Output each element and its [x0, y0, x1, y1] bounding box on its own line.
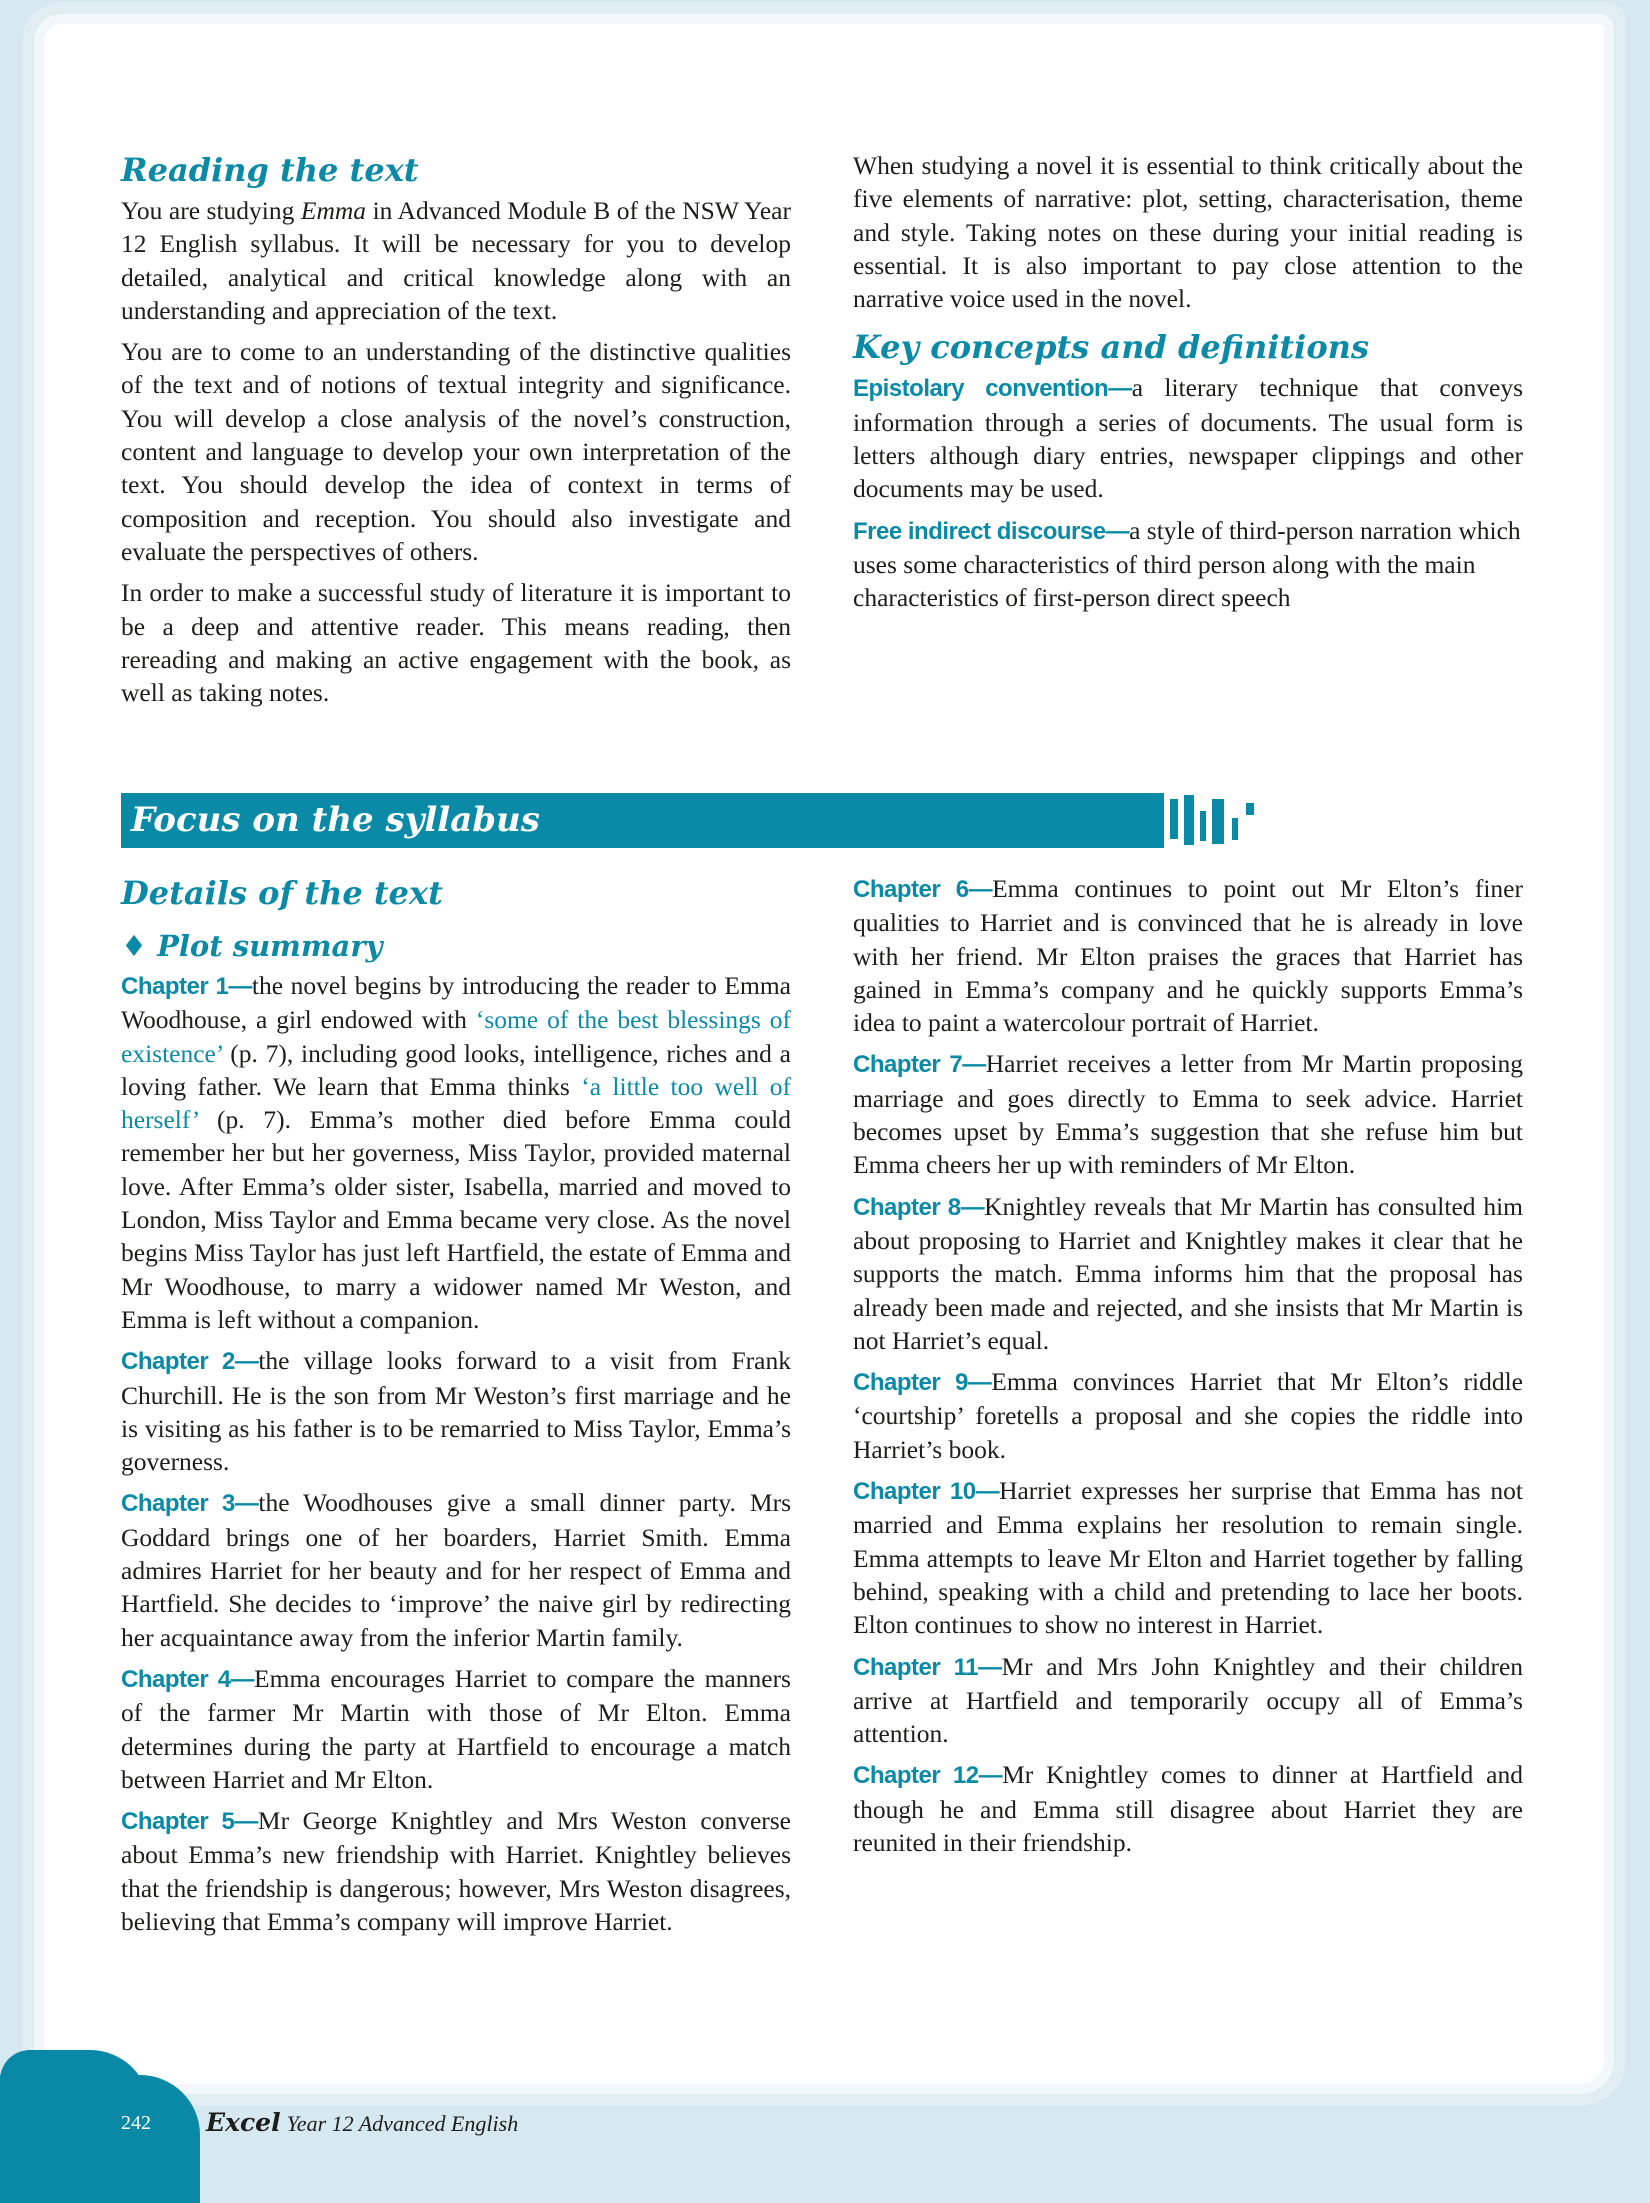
chapter-label: Chapter 1: [121, 973, 229, 1000]
reading-paragraph-3: In order to make a successful study of literature it is important to be a deep and attentive reader. This means reading, then rereading and making an active engagement with the book, as well as taking notes.: [121, 578, 791, 708]
concept-item: Epistolary convention—a literary technique that conveys information through a series of documents. The usual form is letters although diary entries, newspaper clippings and other documents may be used.: [853, 373, 1523, 504]
details-heading: Details of the text: [121, 874, 443, 912]
details-section: [121, 873, 791, 1946]
chapter-label: Chapter 5: [121, 1808, 235, 1836]
chapter-label: Chapter 7: [853, 1051, 963, 1079]
chapter-summary: Chapter 2—the village looks forward to a visit from Frank Churchill. He is the son from Mr Weston’s first marriage and he is visiting as his father is to be remarried to Miss Taylor, Emma’s governess.: [121, 1346, 791, 1477]
chapter-label: Chapter 2: [121, 1348, 235, 1376]
diamond-bullet-icon: ♦: [121, 929, 147, 963]
chapter-summary: Chapter 12—Mr Knightley comes to dinner at Hartfield and though he and Emma still disagree about Harriet they are reunited in their friendship.: [853, 1760, 1523, 1858]
chapter-summary: Chapter 10—Harriet expresses her surprise that Emma has not married and Emma explains her resolution to remain single. Emma attempts to leave Mr Elton and Harriet together by falling behind, speaking with a child and pretending to lace her boots. Elton continues to show no interest in Harriet.: [853, 1476, 1524, 1640]
chapter-summary: Chapter 6—Emma continues to point out Mr Elton’s finer qualities to Harriet and is convinced that he is already in love with her friend. Mr Elton praises the graces that Harriet has gained in Emma’s company and he quickly supports Emma’s idea to paint a watercolour portrait of Harriet.: [853, 874, 1523, 1038]
chapter-summary: Chapter 9—Emma convinces Harriet that Mr Elton’s riddle ‘courtship’ foretells a proposal and she copies the riddle into Harriet’s book.: [853, 1367, 1523, 1464]
reading-paragraph-2: You are to come to an understanding of the distinctive qualities of the text and of notions of textual integrity and significance. You will develop a close analysis of the novel’s construction, content and language to develop your own interpretation of the text. You should develop the idea of context in terms of composition and reception. You should also investigate and evaluate the perspectives of others.: [121, 337, 791, 566]
chapter-label: Chapter 4: [121, 1665, 231, 1693]
decorative-corner-block: [0, 2075, 200, 2203]
chapter-label: Chapter 11: [853, 1653, 978, 1681]
chapter-summary: Chapter 11—Mr and Mrs John Knightley and their children arrive at Hartfield and temporarily occupy all of Emma’s attention.: [853, 1651, 1524, 1749]
chapter-summary: Chapter 3—the Woodhouses give a small dinner party. Mrs Goddard brings one of her boarders, Harriet Smith. Emma admires Harriet for her beauty and for her respect of Emma and Hartfield. She decides to ‘improve’ the naive girl by redirecting her acquaintance away from the inferior Martin family.: [121, 1488, 791, 1652]
chapter-summary: Chapter 4—Emma encourages Harriet to compare the manners of the farmer Mr Martin with those of Mr Elton. Emma determines during the party at Hartfield to encourage a match between Harriet and Mr Elton.: [121, 1663, 791, 1794]
key-concepts-heading: Key concepts and definitions: [853, 328, 1369, 367]
chapter-label: Chapter 12: [853, 1762, 979, 1790]
footer-running-title: [206, 2108, 518, 2138]
reading-section: [121, 150, 791, 717]
book-title: Emma: [300, 196, 367, 225]
chapter-label: Chapter 9: [853, 1369, 968, 1397]
chapter-summary: Chapter 8—Knightley reveals that Mr Martin has consulted him about proposing to Harriet and Knightley makes it clear that he supports the match. Emma informs him that the proposal has already been made and rejected, and she insists that Mr Martin is not Harriet’s equal.: [853, 1191, 1523, 1355]
chapter-summary: Chapter 1—the novel begins by introducing the reader to Emma Woodhouse, a girl endowed with ‘some of the best blessings of existence’ (p. 7), including good looks, intelligence, riches and a loving father. We learn that Emma thinks ‘a little too well of herself’ (p. 7). Emma’s mother died before Emma could remember her but her governess, Miss Taylor, provided maternal love. After Emma’s older sister, Isabella, married and moved to London, Miss Taylor and Emma became very close. As the novel begins Miss Taylor has just left Hartfield, the estate of Emma and Mr Woodhouse, to marry a widower named Mr Weston, and Emma is left without a companion.: [121, 971, 791, 1334]
banner-title: Focus on the syllabus: [131, 800, 540, 840]
chapter-summary: Chapter 5—Mr George Knightley and Mrs Weston converse about Emma’s new friendship with Harriet. Knightley believes that the friendship is dangerous; however, Mrs Weston disagrees, believing that Emma’s company will improve Harriet.: [121, 1806, 792, 1937]
page-number: 242: [121, 2112, 151, 2134]
quotation: ‘some of the best blessings of existence’: [121, 1005, 791, 1068]
concept-term: Free indirect discourse: [853, 517, 1106, 545]
quotation: ‘a little too well of herself’: [121, 1071, 791, 1135]
reading-heading: Reading the text: [121, 151, 419, 189]
chapter-label: Chapter 10: [853, 1478, 976, 1506]
reading-paragraph-4: When studying a novel it is essential to think critically about the five elements of narrative: plot, setting, characterisation, theme and style. Taking notes on these during your initial reading is essential. It is also important to pay close attention to the narrative voice used in the novel.: [853, 151, 1523, 314]
concept-term: Epistolary convention: [853, 375, 1109, 403]
book-title-footer: Year 12 Advanced English: [286, 2111, 519, 2136]
plot-summary-heading: ♦ Plot summary: [121, 929, 383, 963]
concept-item: Free indirect discourse—a style of third-person narration which uses some characteristics of third person along with the main characteristics of first-person direct speech: [853, 515, 1521, 613]
chapter-summary: Chapter 7—Harriet receives a letter from Mr Martin proposing marriage and goes directly to Emma to seek advice. Harriet becomes upset by Emma’s suggestion that she refuse him but Emma cheers her up with reminders of Mr Elton.: [853, 1049, 1523, 1180]
banner-grunge-edge: [1150, 793, 1260, 848]
section-banner: [121, 793, 1161, 848]
brand-logo: Excel: [206, 2108, 281, 2137]
details-continued: [853, 872, 1523, 1867]
reading-continued: [853, 149, 1523, 623]
chapter-label: Chapter 6: [853, 876, 969, 903]
chapter-label: Chapter 8: [853, 1193, 961, 1221]
reading-paragraph-1: You are studying Emma in Advanced Module B of the NSW Year 12 English syllabus. It will be necessary for you to develop detailed, analytical and critical knowledge along with an understanding and appreciation of the text.: [121, 196, 791, 325]
chapter-label: Chapter 3: [121, 1490, 235, 1518]
